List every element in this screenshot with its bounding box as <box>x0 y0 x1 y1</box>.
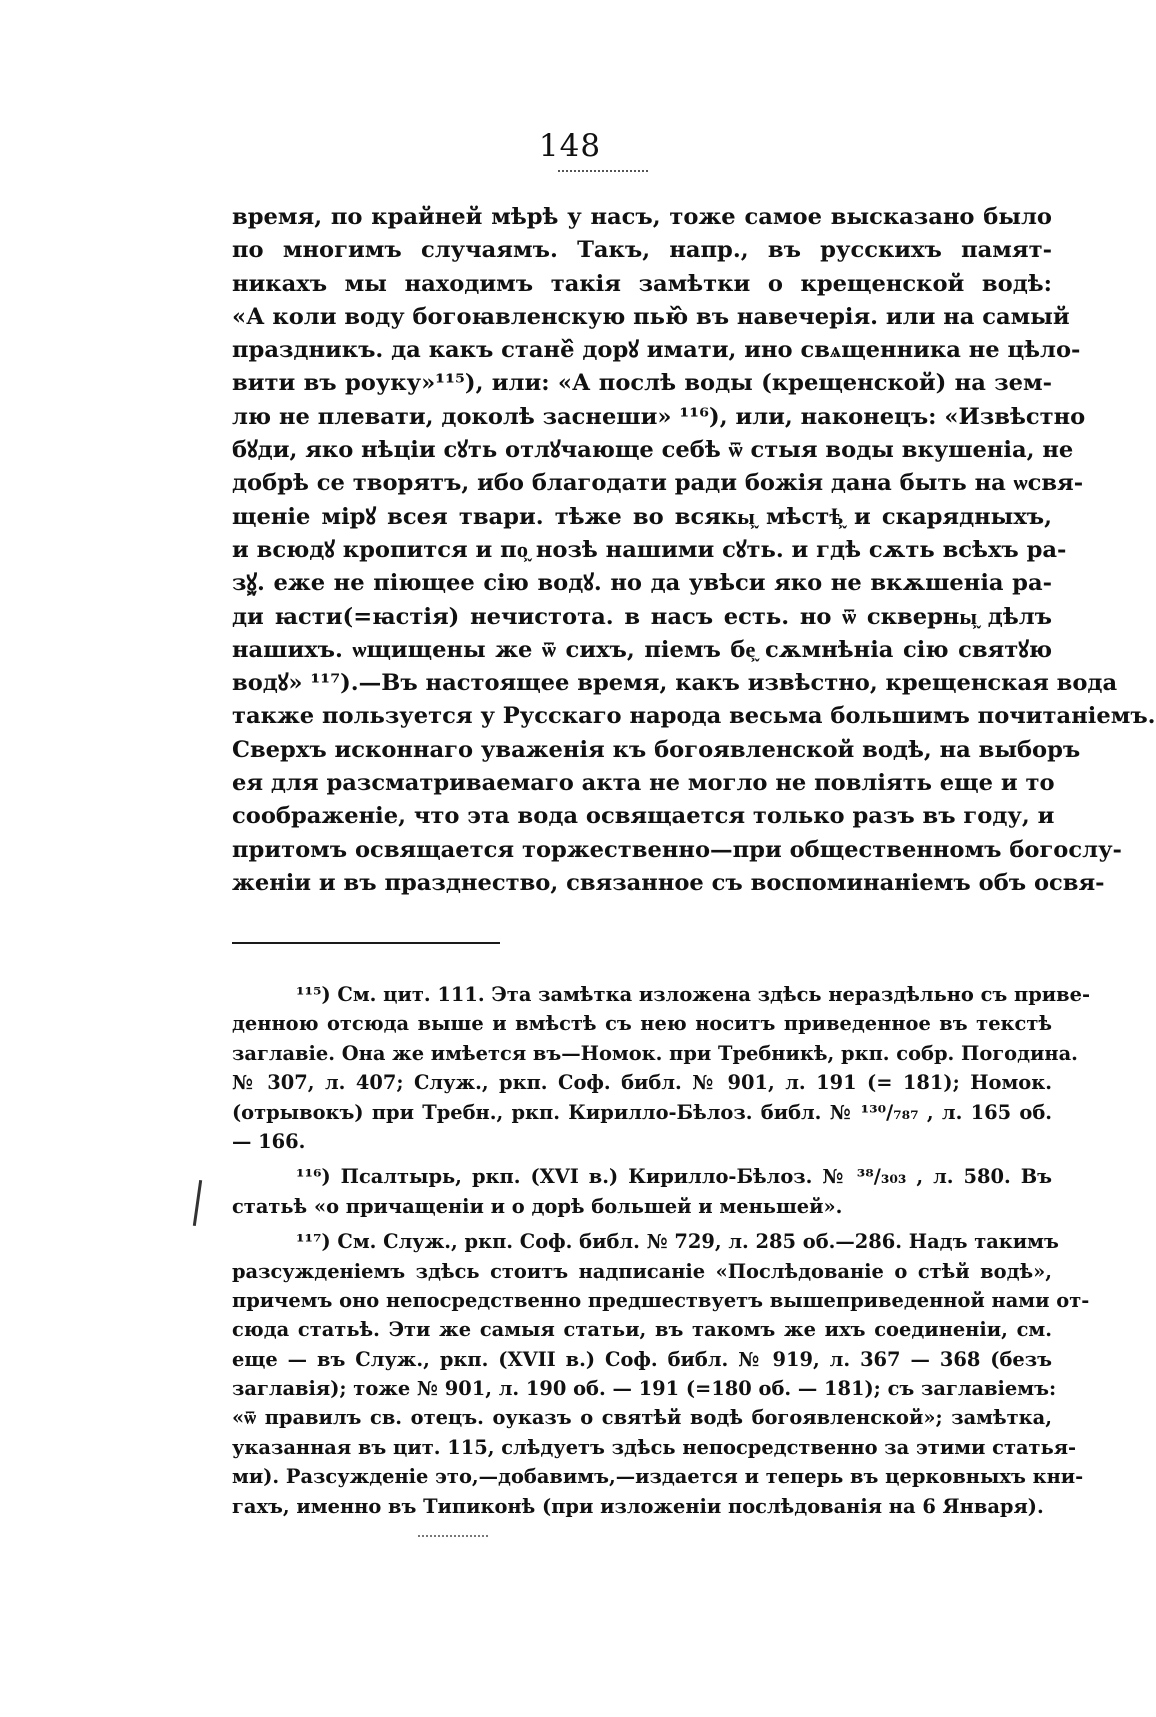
footnote-line: № 307, л. 407; Служ., ркп. Соф. библ. № 901, л. 191 (= 181); Номок. <box>232 1071 1052 1095</box>
header-rule <box>558 170 648 172</box>
text-line: и всюдꙋ кропится и по᷿ нозѣ нашими сꙋть. и гдѣ сѫть всѣхъ ра- <box>232 536 1067 563</box>
text-line: водꙋ» ¹¹⁷).—Въ настоящее время, какъ извѣстно, крещенская вода <box>232 670 1118 697</box>
text-line: женіи и въ празднество, связанное съ воспоминаніемъ объ освя- <box>232 869 1105 896</box>
text-line: время, по крайней мѣрѣ у насъ, тоже самое высказано было <box>232 204 1052 230</box>
text-line: притомъ освящается торжественно—при общественномъ богослу- <box>232 836 1122 863</box>
footnote-line: ¹¹⁷) См. Служ., ркп. Соф. библ. № 729, л. 285 об.—286. Надъ такимъ <box>296 1230 1059 1254</box>
text-line: ея для разсматриваемаго акта не могло не повліять еще и то <box>232 770 1055 797</box>
footnote-line: разсужденіемъ здѣсь стоитъ надписаніе «Послѣдованіе о стѣй водѣ», <box>232 1259 1052 1283</box>
text-line: также пользуется у Русскаго народа весьма большимъ почитаніемъ. <box>232 703 1156 730</box>
footnote-line: (отрывокъ) при Требн., ркп. Кирилло-Бѣлоз. библ. № ¹³⁰/₇₈₇ , л. 165 об. <box>232 1100 1052 1124</box>
text-line: щеніе мірꙋ всея твари. тѣже во всякы᷿ мѣстѣ᷿ и скарядныхъ, <box>232 503 1052 530</box>
footnote-line: «ѿ правилъ св. отецъ. оуказъ о святѣй водѣ богоявленской»; замѣтка, <box>232 1406 1052 1430</box>
footnote-line: ¹¹⁵) См. цит. 111. Эта замѣтка изложена здѣсь нераздѣльно съ приве- <box>296 983 1091 1006</box>
footnote-line: заглавіе. Она же имѣется въ—Номок. при Требникѣ, ркп. собр. Погодина. <box>232 1041 1078 1065</box>
text-line: зꙋ᷿. еже не піющее сію водꙋ. но да увѣси яко не вкѫшеніа ра- <box>232 570 1052 597</box>
footnote-line: причемъ оно непосредственно предшествуетъ вышеприведенной нами от- <box>232 1288 1090 1312</box>
footnote-line: гахъ, именно въ Типиконѣ (при изложеніи послѣдованія на 6 Января). <box>232 1494 1044 1518</box>
footnote-line: ¹¹⁶) Псалтырь, ркп. (XVI в.) Кирилло-Бѣлоз. № ³⁸/₃₀₃ , л. 580. Въ <box>296 1165 1052 1189</box>
footnote-line: сюда статьѣ. Эти же самыя статьи, въ такомъ же ихъ соединеніи, см. <box>232 1318 1052 1342</box>
text-line: праздникъ. да какъ стане᷈ дорꙋ имати, ино свѧщенника не цѣло- <box>232 337 1081 364</box>
margin-pencil-mark <box>193 1180 202 1226</box>
text-line: добрѣ се творятъ, ибо благодати ради божія дана быть на ѡсвя- <box>232 470 1084 497</box>
text-line: нашихъ. ѡщищены же ѿ сихъ, піемъ бе᷿ сѫмнѣніа сію святꙋю <box>232 636 1052 663</box>
text-line: Сверхъ исконнаго уваженія къ богоявленской водѣ, на выборъ <box>232 736 1081 763</box>
scan-smudge <box>418 1535 488 1537</box>
text-line: «А коли воду богоꙗвленскую пью᷈ въ навечерія. или на самый <box>232 303 1070 330</box>
text-line: никахъ мы находимъ такія замѣтки о крещенской водѣ: <box>232 270 1052 297</box>
footnote-line: еще — въ Служ., ркп. (XVII в.) Соф. библ. № 919, л. 367 — 368 (безъ <box>232 1347 1052 1371</box>
footnote-line: денною отсюда выше и вмѣстѣ съ нею носитъ приведенное въ текстѣ <box>232 1012 1052 1036</box>
text-line: по многимъ случаямъ. Такъ, напр., въ русскихъ памят- <box>232 237 1052 264</box>
footnote-rule <box>232 942 500 944</box>
footnote-line: заглавія); тоже № 901, л. 190 об. — 191 (=180 об. — 181); съ заглавіемъ: <box>232 1377 1057 1401</box>
footnote-line: указанная въ цит. 115, слѣдуетъ здѣсь непосредственно за этими статья- <box>232 1435 1077 1459</box>
footnote-116 <box>232 1162 1052 1221</box>
text-line: соображеніе, что эта вода освящается только разъ въ году, и <box>232 803 1055 830</box>
text-line: лю не плевати, доколѣ заснеши» ¹¹⁶), или, наконецъ: «Извѣстно <box>232 403 1086 430</box>
footnote-line: — 166. <box>232 1129 306 1153</box>
page-number: 148 <box>538 128 602 164</box>
footnote-115 <box>232 980 1091 1156</box>
footnote-line: статьѣ «о причащеніи и о дорѣ большей и меньшей». <box>232 1194 843 1218</box>
footnotes <box>232 980 1091 1521</box>
main-text <box>232 201 1156 900</box>
footnote-117 <box>232 1227 1090 1521</box>
text-line: ди ꙗсти(=ꙗстія) нечистота. в насъ есть. но ѿ скверны᷿ дѣлъ <box>232 603 1052 630</box>
text-line: бꙋди, яко нѣціи сꙋть отлꙋчающе себѣ ѿ стыя воды вкушеніа, не <box>232 437 1074 464</box>
footnote-line: ми). Разсужденіе это,—добавимъ,—издается и теперь въ церковныхъ кни- <box>232 1465 1084 1489</box>
text-line: вити въ роуку»¹¹⁵), или: «А послѣ воды (крещенской) на зем- <box>232 370 1052 397</box>
